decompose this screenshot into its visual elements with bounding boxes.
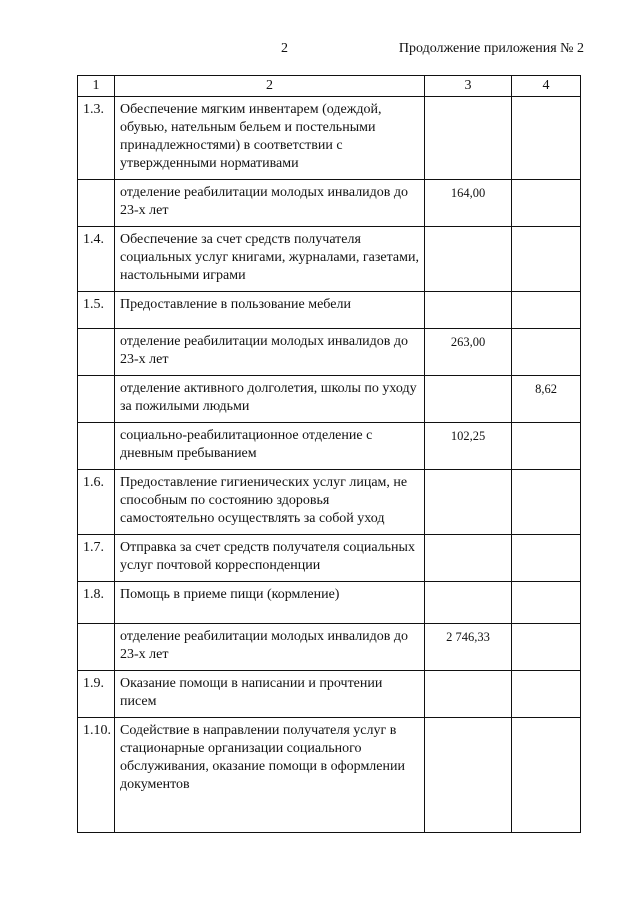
table-row (78, 97, 581, 180)
value-col3-cell: 164,00 (425, 180, 512, 227)
value-col4-cell (512, 97, 581, 180)
row-number-cell: 1.7. (78, 535, 115, 582)
table-row (78, 180, 581, 227)
value-col3-cell (425, 97, 512, 180)
value-col3-cell (425, 535, 512, 582)
service-name-cell: отделение реабилитации молодых инвалидов до 23-х лет (115, 329, 425, 376)
service-name-cell: Отправка за счет средств получателя социальных услуг почтовой корреспонденции (115, 535, 425, 582)
value-col4-cell (512, 227, 581, 292)
value-col3-cell: 2 746,33 (425, 624, 512, 671)
value-col3-cell (425, 292, 512, 329)
value-col4-cell (512, 671, 581, 718)
value-col4-cell (512, 470, 581, 535)
table-row (78, 470, 581, 535)
value-col4-cell (512, 535, 581, 582)
table-row (78, 227, 581, 292)
service-name-cell: Предоставление гигиенических услуг лицам, не способным по состоянию здоровья самостоятельно осуществлять за собой уход (115, 470, 425, 535)
value-col4-cell (512, 624, 581, 671)
row-number-cell: 1.4. (78, 227, 115, 292)
value-col4-cell (512, 423, 581, 470)
value-col4-cell: 8,62 (512, 376, 581, 423)
value-col4-cell (512, 180, 581, 227)
service-name-cell: Обеспечение за счет средств получателя социальных услуг книгами, журналами, газетами, настольными играми (115, 227, 425, 292)
service-name-cell: социально-реабилитационное отделение с дневным пребыванием (115, 423, 425, 470)
service-name-cell: Помощь в приеме пищи (кормление) (115, 582, 425, 624)
column-header-2: 2 (115, 76, 425, 97)
value-col4-cell (512, 329, 581, 376)
value-col3-cell (425, 470, 512, 535)
value-col3-cell (425, 718, 512, 833)
table-row (78, 535, 581, 582)
services-table (77, 75, 581, 833)
table-row (78, 423, 581, 470)
value-col4-cell (512, 292, 581, 329)
value-col4-cell (512, 582, 581, 624)
value-col3-cell (425, 376, 512, 423)
row-number-cell: 1.8. (78, 582, 115, 624)
table-row (78, 671, 581, 718)
row-number-cell: 1.6. (78, 470, 115, 535)
service-name-cell: отделение реабилитации молодых инвалидов до 23-х лет (115, 624, 425, 671)
row-number-cell (78, 624, 115, 671)
table-row (78, 292, 581, 329)
row-number-cell: 1.3. (78, 97, 115, 180)
value-col3-cell: 102,25 (425, 423, 512, 470)
value-col3-cell (425, 227, 512, 292)
row-number-cell (78, 329, 115, 376)
row-number-cell (78, 180, 115, 227)
service-name-cell: Обеспечение мягким инвентарем (одеждой, обувью, нательным бельем и постельными принадлежностями) в соответствии с утвержденными нормативами (115, 97, 425, 180)
row-number-cell (78, 423, 115, 470)
row-number-cell: 1.10. (78, 718, 115, 833)
column-header-4: 4 (512, 76, 581, 97)
table-row (78, 582, 581, 624)
service-name-cell: отделение активного долголетия, школы по уходу за пожилыми людьми (115, 376, 425, 423)
row-number-cell: 1.5. (78, 292, 115, 329)
value-col4-cell (512, 718, 581, 833)
row-number-cell (78, 376, 115, 423)
value-col3-cell (425, 582, 512, 624)
value-col3-cell: 263,00 (425, 329, 512, 376)
page-number: 2 (281, 41, 288, 56)
table-row (78, 624, 581, 671)
service-name-cell: Оказание помощи в написании и прочтении писем (115, 671, 425, 718)
column-header-3: 3 (425, 76, 512, 97)
continuation-title: Продолжение приложения № 2 (398, 41, 584, 56)
table-row (78, 329, 581, 376)
table-row (78, 376, 581, 423)
service-name-cell: отделение реабилитации молодых инвалидов до 23-х лет (115, 180, 425, 227)
row-number-cell: 1.9. (78, 671, 115, 718)
table-header-row (78, 76, 581, 97)
column-header-1: 1 (78, 76, 115, 97)
value-col3-cell (425, 671, 512, 718)
table-row (78, 718, 581, 833)
service-name-cell: Содействие в направлении получателя услуг в стационарные организации социального обслуживания, оказание помощи в оформлении документов (115, 718, 425, 833)
service-name-cell: Предоставление в пользование мебели (115, 292, 425, 329)
